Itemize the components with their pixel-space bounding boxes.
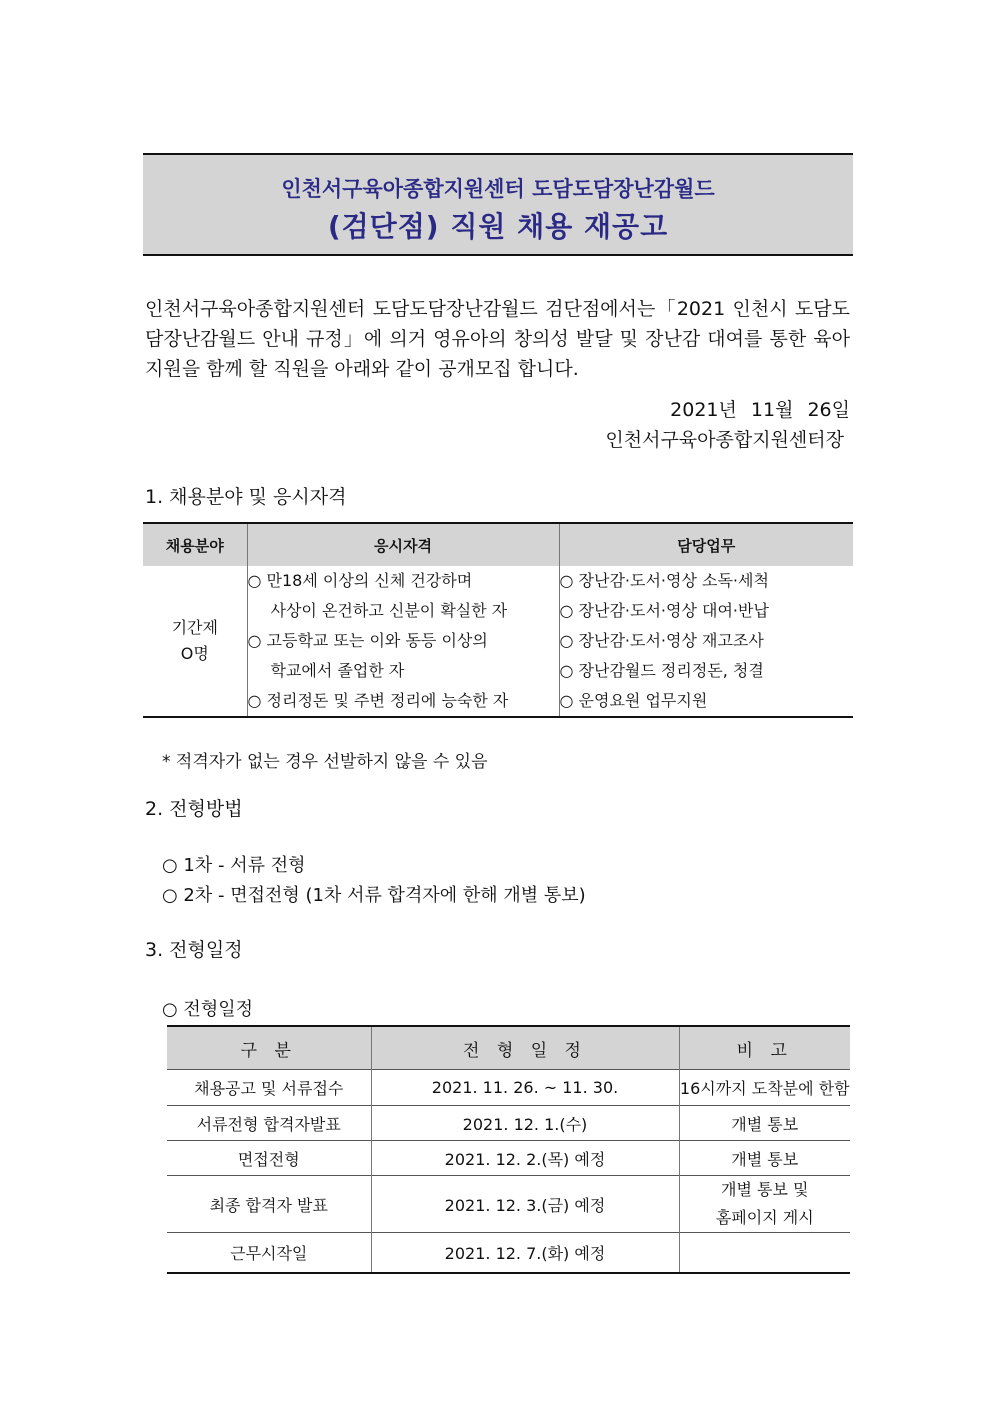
list-item: 사상이 온건하고 신분이 확실한 자 — [270, 601, 508, 620]
section3-heading: 3. 전형일정 — [145, 939, 243, 961]
selection-note: * 적격자가 없는 경우 선발하지 않을 수 있음 — [162, 752, 488, 772]
row-name: 채용공고 및 서류접수 — [167, 1070, 371, 1106]
row-note: 개별 통보 — [679, 1141, 850, 1176]
list-item: ○ 장난감월드 정리정돈, 청결 — [559, 661, 764, 680]
row-name: 최종 합격자 발표 — [167, 1176, 371, 1233]
qualification-cell — [247, 566, 559, 717]
row-note — [679, 1176, 850, 1233]
list-item: ○ 고등학교 또는 이와 동등 이상의 — [247, 631, 488, 650]
title-line2: (검단점) 직원 채용 재공고 — [327, 210, 669, 243]
header-schedule: 전 형 일 정 — [371, 1026, 679, 1070]
section1-heading: 1. 채용분야 및 응시자격 — [145, 486, 347, 508]
row-note: 16시까지 도착분에 한함 — [679, 1070, 850, 1106]
row-note-line2: 홈페이지 게시 — [715, 1208, 814, 1227]
table-header-row — [143, 523, 853, 566]
list-item: ○ 정리정돈 및 주변 정리에 능숙한 자 — [247, 691, 509, 710]
row-note: 개별 통보 — [679, 1106, 850, 1141]
row-date: 2021. 12. 3.(금) 예정 — [371, 1176, 679, 1233]
table-row — [167, 1070, 850, 1106]
row-name: 면접전형 — [167, 1141, 371, 1176]
intro-paragraph: 인천서구육아종합지원센터 도담도담장난감월드 검단점에서는「2021 인천시 도담도담장난감월드 안내 규정」에 의거 영유아의 창의성 발달 및 장난감 대여를 통한 육아지원을 함께 할 직원을 아래와 같이 공개모집 합니다. — [145, 298, 850, 380]
header-division: 구 분 — [167, 1026, 371, 1070]
list-item: ○ 장난감·도서·영상 소독·세척 — [559, 571, 769, 590]
list-item: ○ 운영요원 업무지원 — [559, 691, 708, 710]
row-date: 2021. 12. 2.(목) 예정 — [371, 1141, 679, 1176]
row-note-line1: 개별 통보 및 — [721, 1180, 809, 1199]
table-header-row — [167, 1026, 850, 1070]
schedule-subheading: ○ 전형일정 — [162, 999, 253, 1020]
list-item: ○ 만18세 이상의 신체 건강하며 — [247, 571, 473, 590]
signer: 인천서구육아종합지원센터장 — [605, 429, 844, 451]
section2-heading: 2. 전형방법 — [145, 798, 243, 820]
schedule-table — [167, 1025, 850, 1274]
category-type: 기간제 — [171, 618, 218, 637]
table-row — [167, 1233, 850, 1273]
header-category: 채용분야 — [143, 523, 247, 566]
row-date: 2021. 12. 7.(화) 예정 — [371, 1233, 679, 1273]
row-date: 2021. 11. 26. ~ 11. 30. — [371, 1070, 679, 1106]
announcement-date: 2021년 11월 26일 — [670, 399, 850, 421]
header-remarks: 비 고 — [679, 1026, 850, 1070]
table-row — [167, 1141, 850, 1176]
qualification-table — [143, 522, 853, 718]
list-item: ○ 장난감·도서·영상 대여·반납 — [559, 601, 769, 620]
table-row — [167, 1176, 850, 1233]
title-box — [143, 153, 853, 256]
table-row — [167, 1106, 850, 1141]
method-item-2: ○ 2차 - 면접전형 (1차 서류 합격자에 한해 개별 통보) — [162, 885, 586, 906]
list-item: 학교에서 졸업한 자 — [270, 661, 405, 680]
method-item-1: ○ 1차 - 서류 전형 — [162, 855, 306, 876]
title-line1: 인천서구육아종합지원센터 도담도담장난감월드 — [281, 177, 715, 201]
duties-cell — [559, 566, 853, 717]
header-duties: 담당업무 — [559, 523, 853, 566]
category-cell — [143, 566, 247, 717]
row-name: 근무시작일 — [167, 1233, 371, 1273]
row-name: 서류전형 합격자발표 — [167, 1106, 371, 1141]
list-item: ○ 장난감·도서·영상 재고조사 — [559, 631, 764, 650]
category-count: O명 — [180, 644, 209, 663]
row-note — [679, 1233, 850, 1273]
row-date: 2021. 12. 1.(수) — [371, 1106, 679, 1141]
header-qualification: 응시자격 — [247, 523, 559, 566]
table-row — [143, 566, 853, 717]
